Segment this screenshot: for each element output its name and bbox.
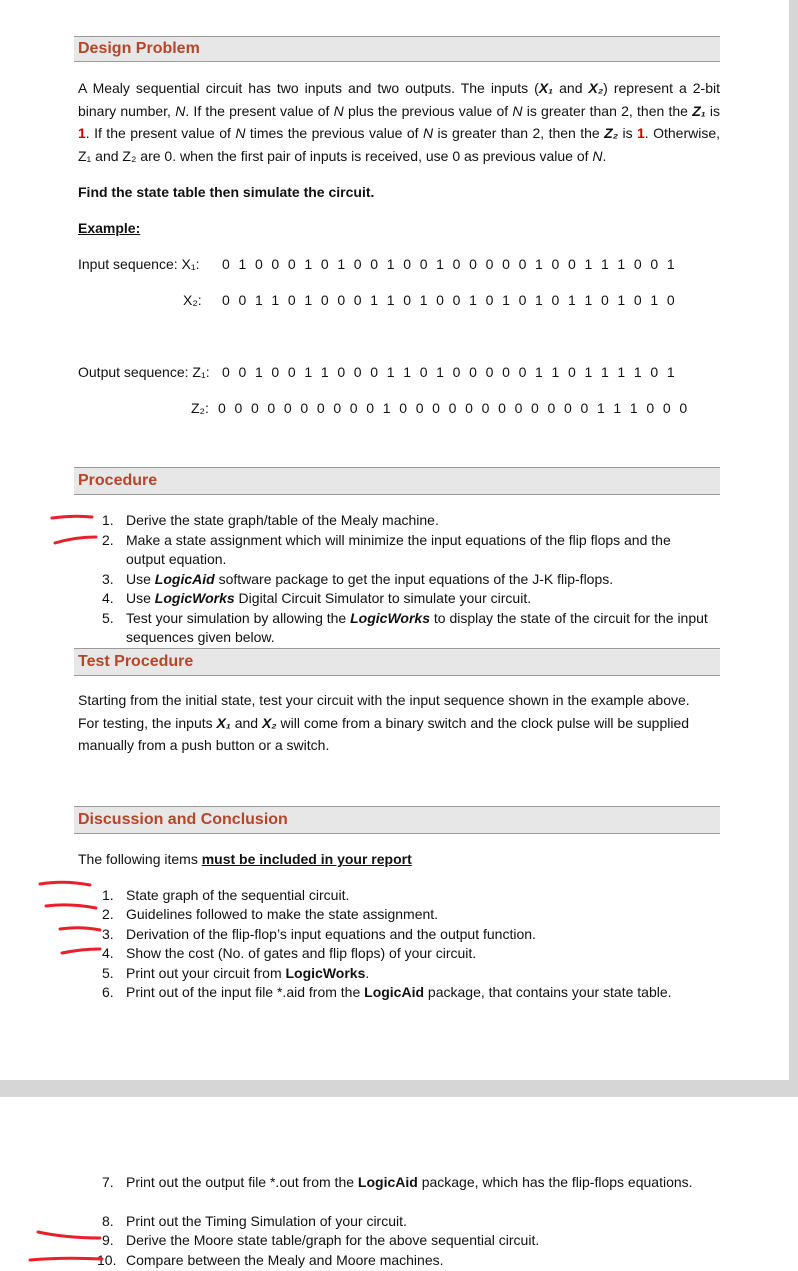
annotation-mark [52, 516, 92, 518]
annotation-mark [55, 537, 96, 543]
report-item: 2. Guidelines followed to make the state assignment. [102, 906, 439, 922]
annotation-mark [40, 882, 90, 885]
procedure-item: 3. Use LogicAid software package to get the input equations of the J-K flip-flops. [102, 571, 614, 587]
report-item: 5. Print out your circuit from LogicWorks. [102, 965, 370, 981]
design-problem-paragraph: A Mealy sequential circuit has two inputs and two outputs. The inputs (X₁ and X₂) represent a 2-bit binary number, N. If the present value of N plus the previous value of N is greater than 2, then the Z₁ is 1. If the present value of N times the previous value of N is greater than 2, then the Z₂ is 1. Otherwise, Z₁ and Z₂ are 0. when the first pair of inputs is received, use 0 as previous value of N. [78, 80, 721, 164]
report-item: 6. Print out of the input file *.aid from the LogicAid package, that contains your state table. [102, 984, 672, 1000]
find-instruction: Find the state table then simulate the circuit. [78, 184, 375, 200]
example-label: Example: [78, 220, 141, 236]
annotation-mark [62, 949, 100, 953]
z1-sequence: 0 0 1 0 0 1 1 0 0 0 1 1 0 1 0 0 0 0 0 1 1 0 1 1 1 1 0 1 [222, 364, 678, 380]
discussion-intro: The following items must be included in your report [78, 851, 412, 867]
procedure-item: 1. Derive the state graph/table of the Mealy machine. [102, 512, 439, 528]
report-item: 1. State graph of the sequential circuit. [102, 887, 350, 903]
report-item: 3. Derivation of the flip-flop’s input equations and the output function. [102, 926, 536, 942]
annotation-mark [30, 1258, 102, 1260]
annotation-mark [46, 905, 96, 908]
test-procedure-title: Test Procedure [78, 653, 194, 670]
annotation-mark [60, 928, 100, 930]
input-sequence-label: Input sequence: X₁: [78, 256, 200, 272]
procedure-item: 5. Test your simulation by allowing the LogicWorks to display the state of the circuit for the input sequences given below. [102, 610, 708, 645]
z2-sequence: 0 0 0 0 0 0 0 0 0 0 1 0 0 0 0 0 0 0 0 0 0 0 0 1 1 1 0 0 0 [218, 400, 690, 416]
design-problem-title: Design Problem [78, 40, 200, 57]
handwritten-annotations-page-2 [0, 1097, 798, 1271]
document-page-2 [0, 1097, 798, 1271]
procedure-item: 4. Use LogicWorks Digital Circuit Simulator to simulate your circuit. [102, 590, 532, 606]
report-item: 10. Compare between the Mealy and Moore machines. [97, 1252, 444, 1268]
output-sequence-label: Output sequence: Z₁: [78, 364, 210, 380]
discussion-title: Discussion and Conclusion [78, 811, 288, 828]
annotation-mark [38, 1232, 100, 1238]
z2-label: Z₂: [191, 400, 209, 416]
procedure-item: 2. Make a state assignment which will minimize the input equations of the flip flops and the output equation. [102, 532, 671, 567]
test-procedure-paragraph: Starting from the initial state, test your circuit with the input sequence shown in the example above. For testing, the inputs X₁ and X₂ will come from a binary switch and the clock pulse will be supplied manually from a push button or a switch. [78, 692, 690, 753]
report-item: 8. Print out the Timing Simulation of your circuit. [102, 1213, 407, 1229]
report-item: 9. Derive the Moore state table/graph for the above sequential circuit. [102, 1232, 540, 1248]
report-item: 7. Print out the output file *.out from the LogicAid package, which has the flip-flops equations. [102, 1174, 693, 1190]
report-item: 4. Show the cost (No. of gates and flip flops) of your circuit. [102, 945, 477, 961]
procedure-title: Procedure [78, 472, 158, 489]
x2-label: X₂: [183, 292, 202, 308]
x2-sequence: 0 0 1 1 0 1 0 0 0 1 1 0 1 0 0 1 0 1 0 1 0 1 1 0 1 0 1 0 [222, 292, 678, 308]
x1-sequence: 0 1 0 0 0 1 0 1 0 0 1 0 0 1 0 0 0 0 0 1 0 0 1 1 1 0 0 1 [222, 256, 678, 272]
